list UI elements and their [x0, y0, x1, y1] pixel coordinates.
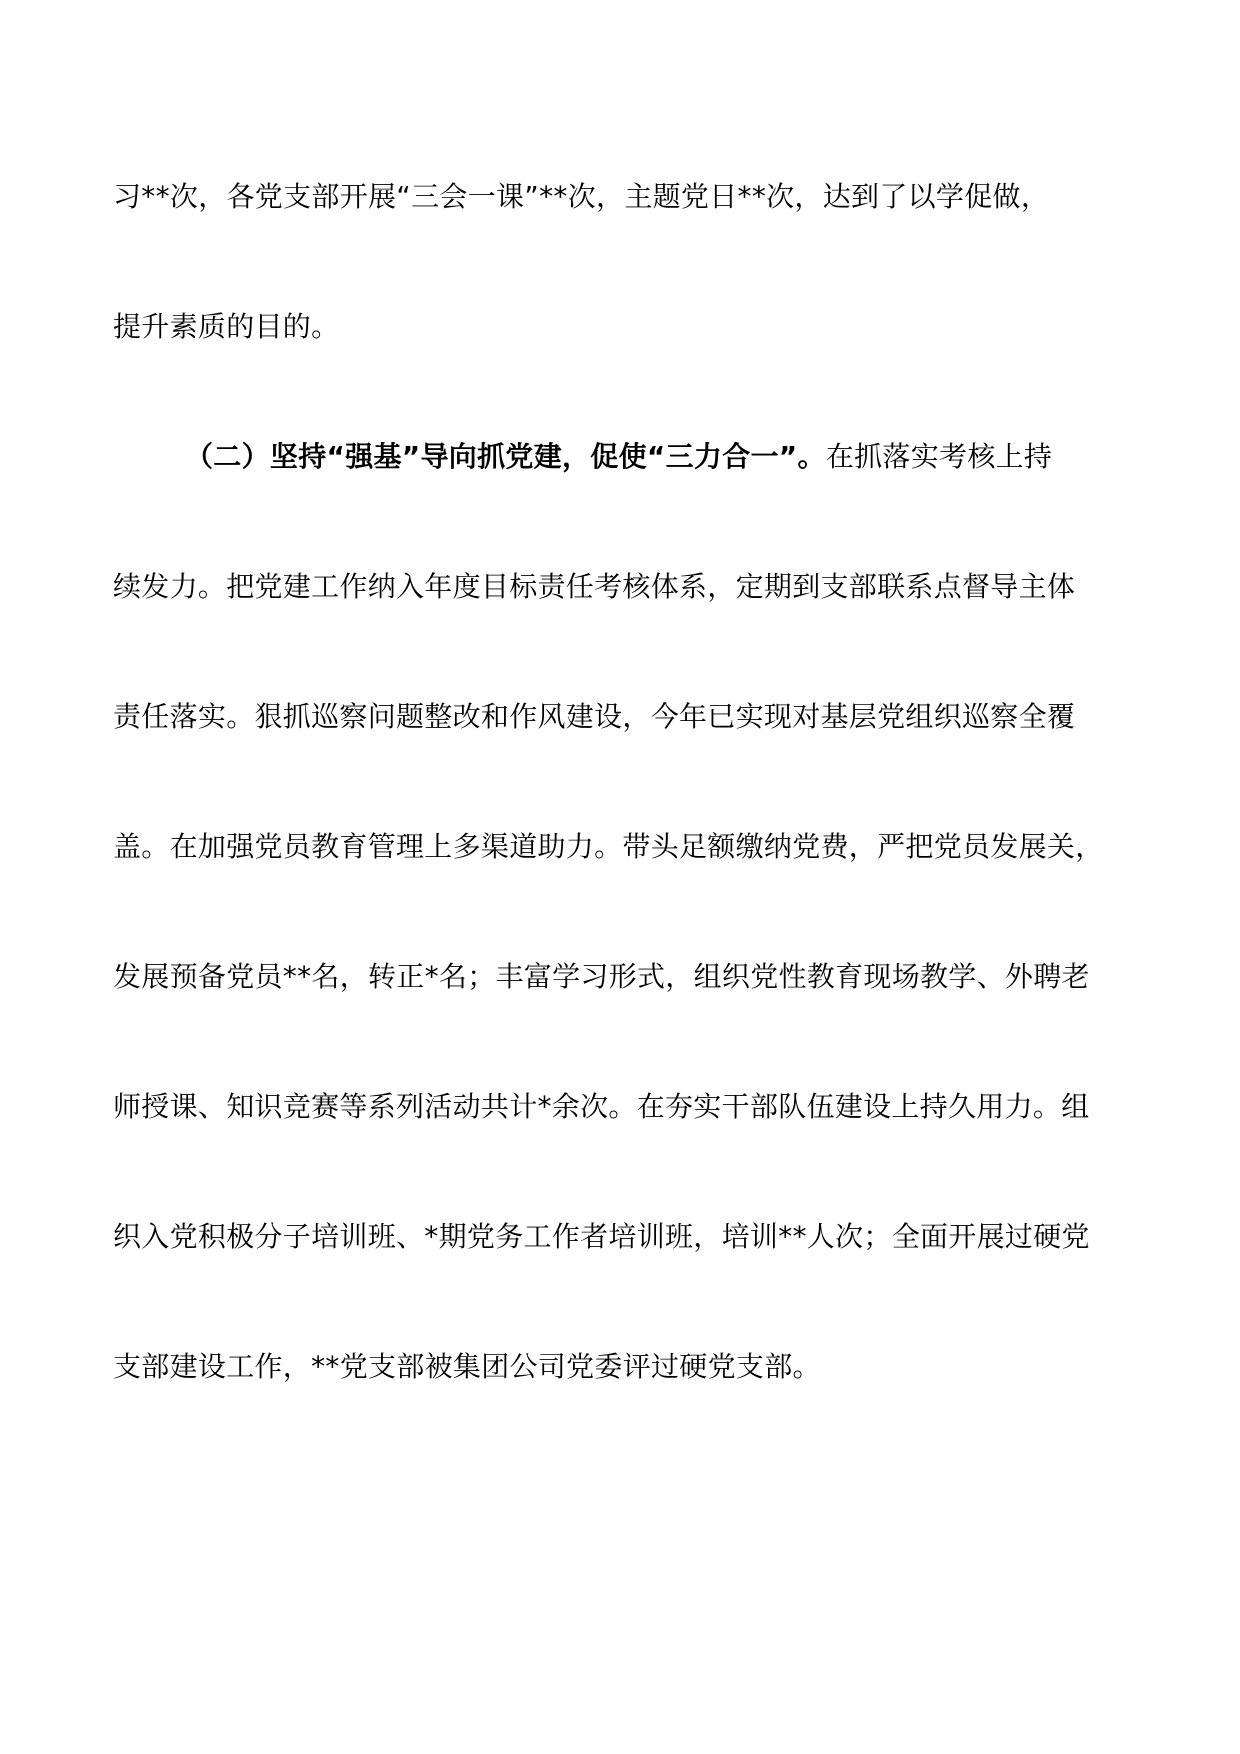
paragraph2-line4: 盖。在加强党员教育管理上多渠道助力。带头足额缴纳党费，严把党员发展关，: [113, 830, 1104, 863]
paragraph2-line1-rest: 在抓落实考核上持: [825, 440, 1053, 473]
section-heading: （二）坚持“强基”导向抓党建，促使“三力合一”。: [185, 440, 826, 473]
paragraph2-line1: [185, 437, 1225, 477]
paragraph1-line2: 提升素质的目的。: [113, 310, 340, 343]
paragraph2-line7: 织入党积极分子培训班、*期党务工作者培训班，培训**人次；全面开展过硬党: [113, 1220, 1090, 1253]
paragraph2-line3: 责任落实。狠抓巡察问题整改和作风建设，今年已实现对基层党组织巡察全覆: [113, 700, 1076, 733]
paragraph1-line1: 习**次，各党支部开展“三会一课”**次，主题党日**次，达到了以学促做，: [113, 180, 1050, 213]
paragraph2-line6: 师授课、知识竞赛等系列活动共计*余次。在夯实干部队伍建设上持久用力。组: [113, 1090, 1090, 1123]
paragraph2-line2: 续发力。把党建工作纳入年度目标责任考核体系，定期到支部联系点督导主体: [113, 570, 1076, 603]
paragraph2-line8: 支部建设工作，**党支部被集团公司党委评过硬党支部。: [113, 1350, 821, 1383]
paragraph2-line5: 发展预备党员**名，转正*名；丰富学习形式，组织党性教育现场教学、外聘老: [113, 960, 1090, 993]
